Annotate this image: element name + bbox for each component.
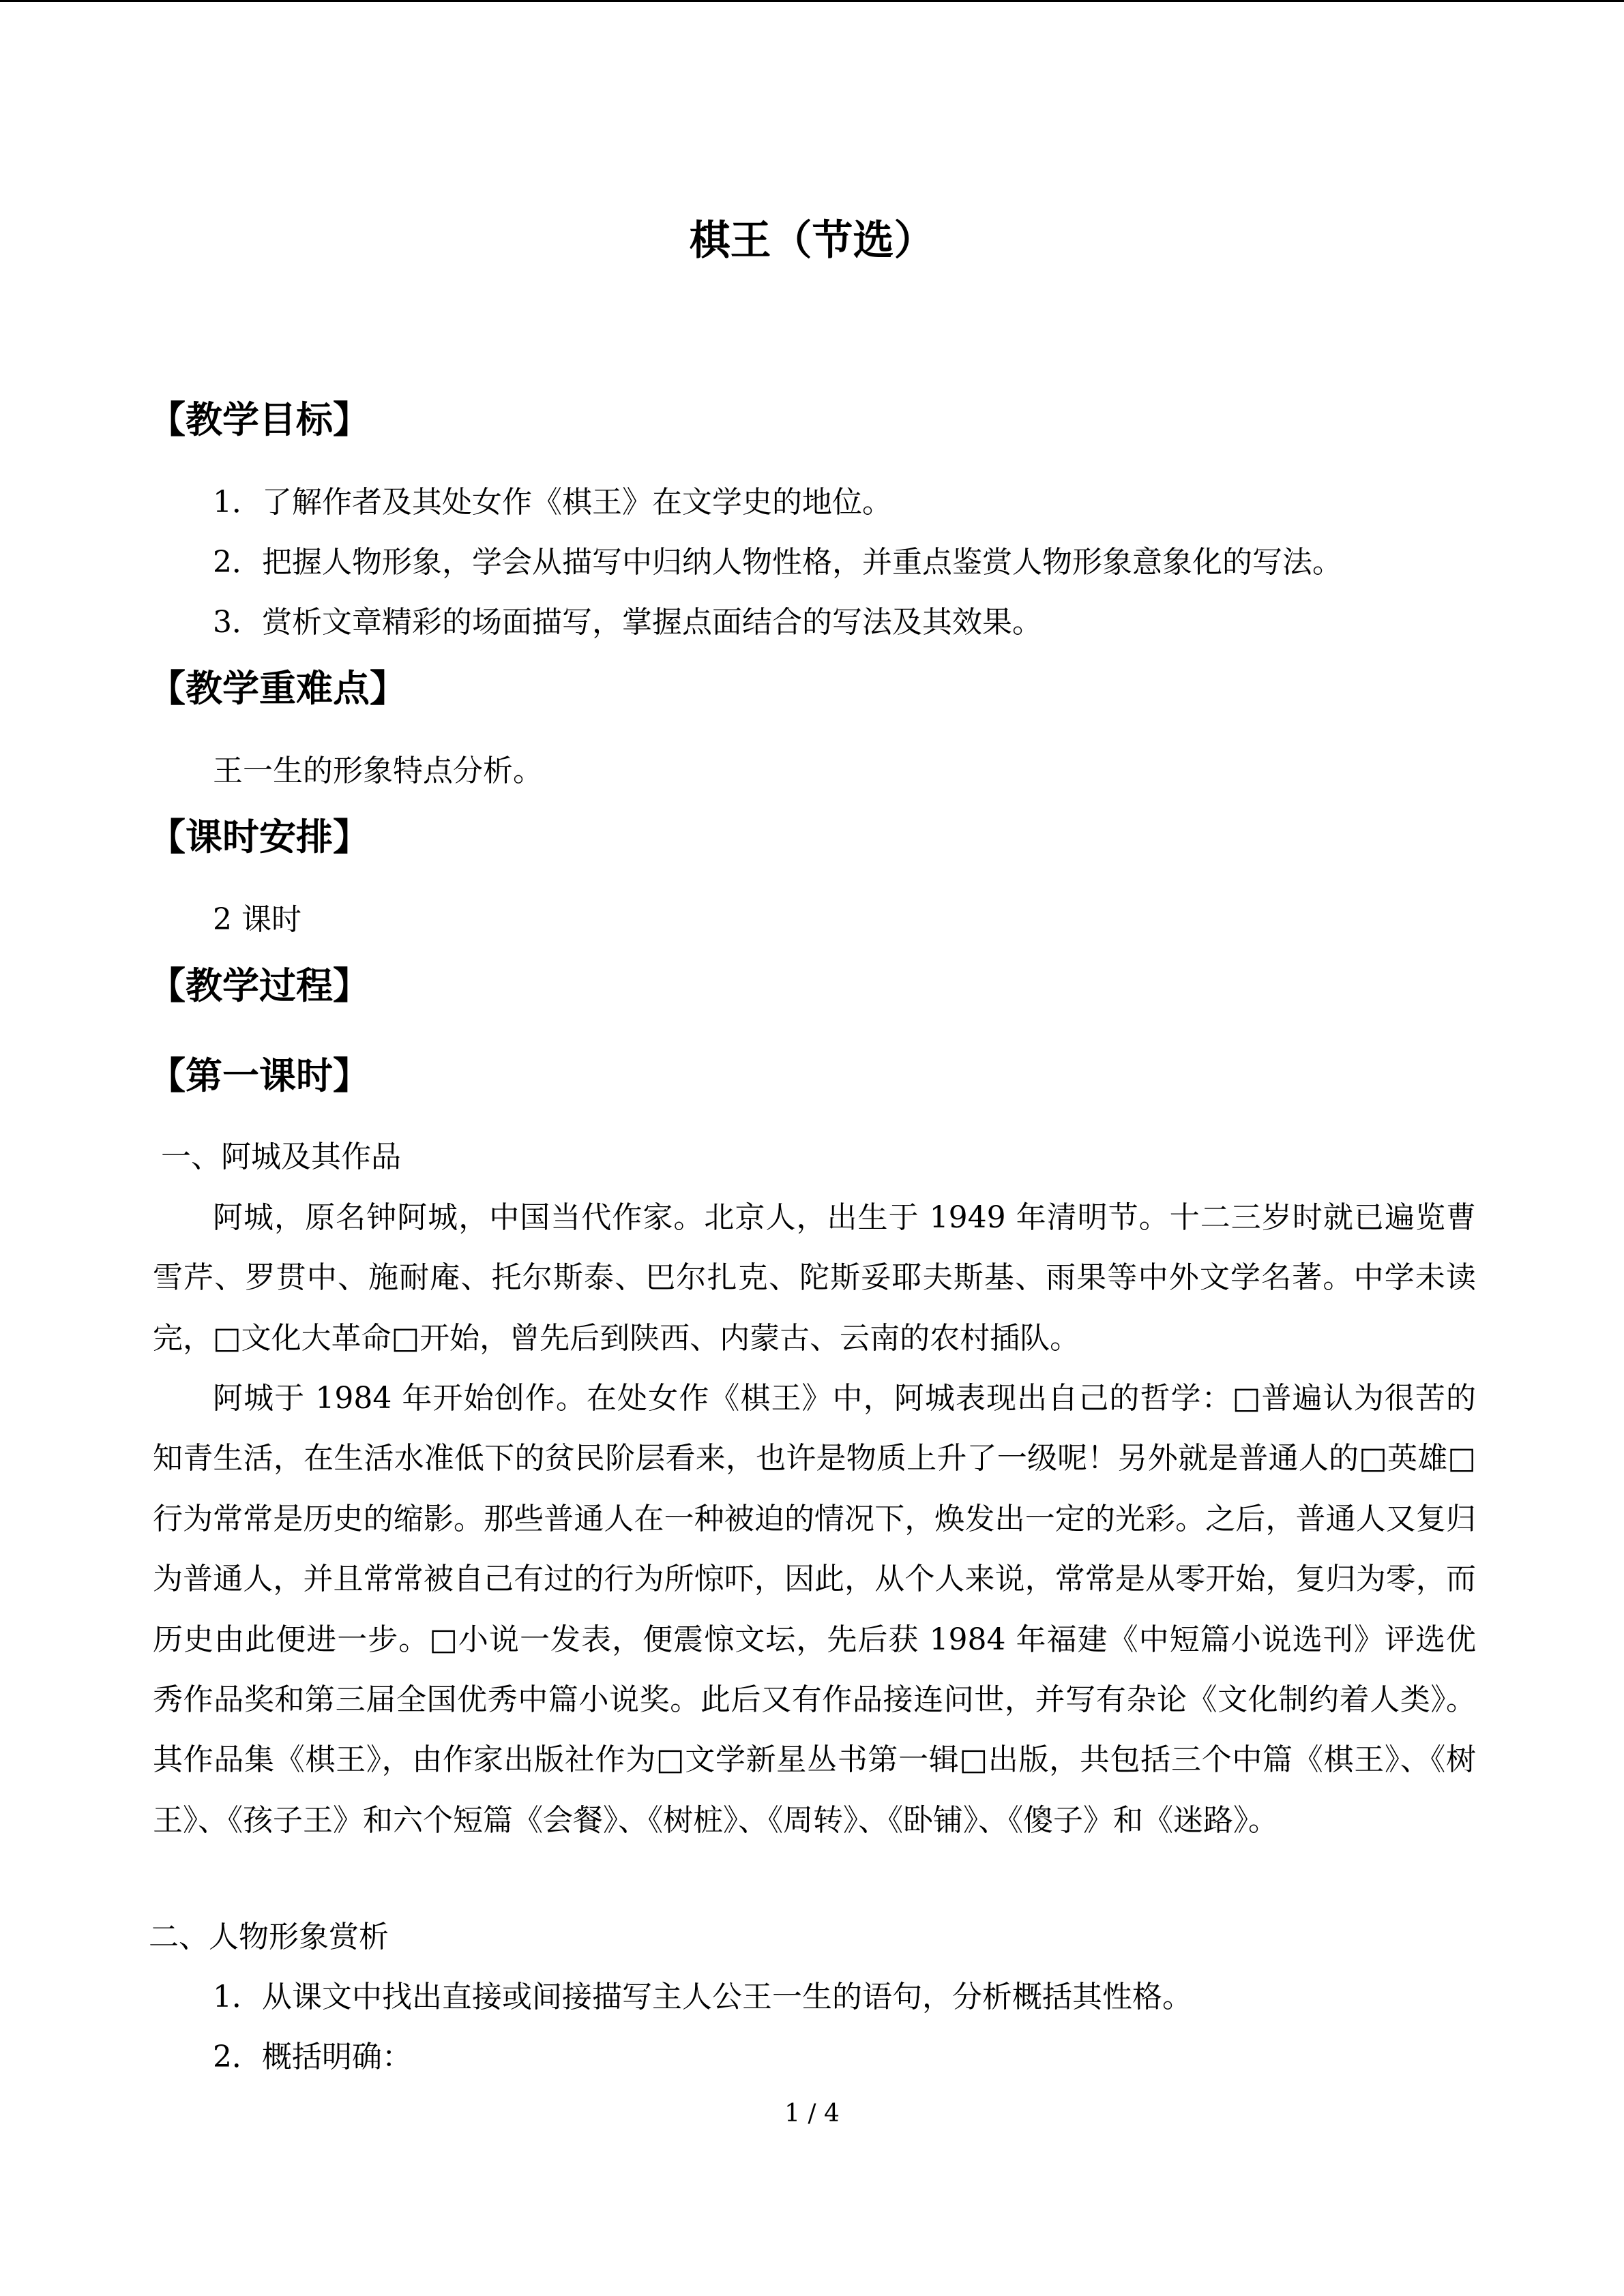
heading-objectives: 【教学目标】: [149, 398, 370, 441]
paragraph-works: 阿城于 1984 年开始创作。在处女作《棋王》中，阿城表现出自己的哲学：□普遍认为很苦的知青生活，在生活水准低下的贫民阶层看来，也许是物质上升了一级呢！另外就是普通人的□英雄□行为常常是历史的缩影。那些普通人在一种被迫的情况下，焕发出一定的光彩。之后，普通人又复归为普通人，并且常常被自己有过的行为所惊吓，因此，从个人来说，常常是从零开始，复归为零，而历史由此便进一步。□小说一发表，便震惊文坛，先后获 1984 年福建《中短篇小说选刊》评选优秀作品奖和第三届全国优秀中篇小说奖。此后又有作品接连问世，并写有杂论《文化制约着人类》。其作品集《棋王》，由作家出版社作为□文学新星丛书第一辑□出版，共包括三个中篇《棋王》、《树王》、《孩子王》和六个短篇《会餐》、《树桩》、《周转》、《卧铺》、《傻子》和《迷路》。: [153, 1381, 1477, 1838]
page-number: 1 / 4: [784, 2100, 840, 2128]
page-title: 棋王（节选）: [689, 217, 935, 265]
heading-first-lesson: 【第一课时】: [149, 1054, 370, 1097]
objective-item-1: 1．了解作者及其处女作《棋王》在文学史的地位。: [213, 485, 892, 520]
paragraph-author-bio: 阿城，原名钟阿城，中国当代作家。北京人，出生于 1949 年清明节。十二三岁时就已遍览曹雪芹、罗贯中、施耐庵、托尔斯泰、巴尔扎克、陀斯妥耶夫斯基、雨果等中外文学名著。中学未读完，□文化大革命□开始，曾先后到陕西、内蒙古、云南的农村插队。: [153, 1200, 1476, 1356]
heading-process: 【教学过程】: [149, 964, 370, 1007]
objective-item-2: 2．把握人物形象，学会从描写中归纳人物性格，并重点鉴赏人物形象意象化的写法。: [213, 545, 1342, 580]
heading-key-points: 【教学重难点】: [149, 667, 407, 710]
part1-title: 一、阿城及其作品: [161, 1139, 401, 1174]
part2-title: 二、人物形象赏析: [149, 1920, 389, 1954]
part2-item-2: 2．概括明确：: [213, 2040, 412, 2074]
heading-schedule: 【课时安排】: [149, 816, 370, 859]
part2-item-1: 1．从课文中找出直接或间接描写主人公王一生的语句，分析概括其性格。: [213, 1980, 1192, 2014]
objective-item-3: 3．赏析文章精彩的场面描写，掌握点面结合的写法及其效果。: [213, 605, 1042, 640]
key-points-text: 王一生的形象特点分析。: [213, 754, 543, 788]
schedule-text: 2 课时: [213, 902, 301, 937]
